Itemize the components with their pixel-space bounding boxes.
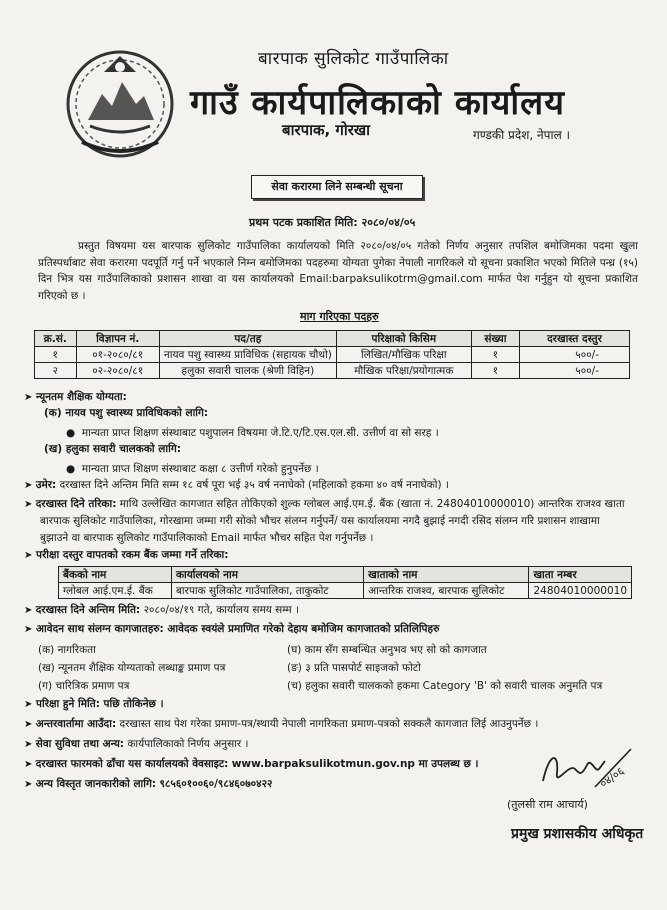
arrow-bullet-icon: ➤ xyxy=(24,739,33,750)
qualification-b-item: मान्यता प्राप्त शिक्षण संस्थाबाट कक्षा ८ उत्तीर्ण गरेको हुनुपर्नेछ । xyxy=(81,463,319,475)
exam-date-section xyxy=(24,697,164,712)
col-account-no: खाता नम्बर xyxy=(529,567,632,583)
office-title: गाउँ कार्यपालिकाको कार्यालय xyxy=(190,83,565,123)
col-fee: दरखास्त दस्तुर xyxy=(520,331,630,347)
cell: ५००/- xyxy=(520,347,630,363)
table-header-row xyxy=(59,567,632,583)
qualification-b-label: (ख) हलुका सवारी चालकको लागि: xyxy=(44,443,181,455)
facility-label: सेवा सुविधा तथा अन्य: xyxy=(35,738,125,750)
cell: १ xyxy=(471,347,519,363)
arrow-bullet-icon: ➤ xyxy=(24,779,33,790)
arrow-bullet-icon: ➤ xyxy=(24,480,33,491)
list-item xyxy=(66,426,439,441)
cell: २ xyxy=(35,363,77,379)
list-item xyxy=(66,462,319,477)
notice-heading: सेवा करारमा लिने सम्बन्धी सूचना xyxy=(251,175,423,199)
apply-label: दरखास्त दिने तरिका: xyxy=(35,498,117,510)
col-exam: परिक्षाको किसिम xyxy=(336,331,471,347)
cell: १ xyxy=(471,363,519,379)
vacancy-table xyxy=(34,330,630,379)
bank-title: परीक्षा दस्तुर वापतको रकम बैंक जम्मा गर्ने तरिका: xyxy=(36,549,229,561)
cell: हलुका सवारी चालक (श्रेणी विहिन) xyxy=(159,363,336,379)
cell: 24804010000010 xyxy=(529,583,632,599)
cell: लिखित/मौखिक परिक्षा xyxy=(336,347,471,363)
publication-date: प्रथम पटक प्रकाशित मिति: २०८०/०४/०५ xyxy=(249,216,416,229)
doc-ga: (ग) चारित्रिक प्रमाण पत्र xyxy=(38,680,130,692)
arrow-bullet-icon: ➤ xyxy=(24,759,33,770)
doc-cha: (च) हलुका सवारी चालकको हकमा Category 'B' को सवारी चालक अनुमति पत्र xyxy=(287,680,603,692)
facility-text: कार्यपालिकाको निर्णय अनुसार । xyxy=(127,738,249,750)
documents-title: आवेदन साथ संलग्न कागजातहरु: आवेदक स्वयंले प्रमाणित गरेको देहाय बमोजिम कागजातको प्रतिलिपिहरु xyxy=(36,623,440,635)
col-sn: क्र.सं. xyxy=(35,331,77,347)
col-bank-name: बैंकको नाम xyxy=(59,567,172,583)
form-section xyxy=(24,757,479,772)
qualification-section xyxy=(24,390,127,405)
signature-date: ०४/०६ xyxy=(597,764,627,791)
arrow-bullet-icon: ➤ xyxy=(24,624,33,635)
form-label: दरखास्त फारमको ढाँचा यस कार्यालयको वेवसाइट: xyxy=(35,758,229,770)
contact-label: अन्य विस्तृत जानकारीको लागि: xyxy=(35,778,157,790)
arrow-bullet-icon: ➤ xyxy=(24,699,33,710)
exam-date-label: परिक्षा हुने मिति: xyxy=(36,698,100,710)
arrow-bullet-icon: ➤ xyxy=(24,550,33,561)
cell: ५००/- xyxy=(520,363,630,379)
doc-nga: (ङ) ३ प्रति पासपोर्ट साइजको फोटो xyxy=(287,662,421,674)
bullet-icon: ● xyxy=(66,427,76,439)
col-count: संख्या xyxy=(471,331,519,347)
age-label: उमेर: xyxy=(35,479,57,491)
bullet-icon: ● xyxy=(66,463,76,475)
deadline-text: २०८०/०४/१९ गते, कार्यालय समय सम्म । xyxy=(143,604,300,616)
vacancy-title: माग गरिएका पदहरु xyxy=(300,310,379,323)
age-section xyxy=(24,478,449,493)
col-office-name: कार्यालयको नाम xyxy=(171,567,363,583)
apply-section xyxy=(24,497,625,512)
signatory-title: प्रमुख प्रशासकीय अधिकृत xyxy=(511,826,644,842)
cell: ०१-२०८०/८१ xyxy=(76,347,159,363)
interview-text: दरखास्त साथ पेश गरेका प्रमाण-पत्र/स्थायी नेपाली नागरिकता प्रमाण-पत्रको सक्कलै कागजात लिई आउनुपर्नेछ । xyxy=(119,718,539,730)
arrow-bullet-icon: ➤ xyxy=(24,499,33,510)
deadline-label: दरखास्त दिने अन्तिम मिति: xyxy=(35,604,141,616)
signatory-name: (तुलसी राम आचार्य) xyxy=(507,798,588,811)
col-account-name: खाताको नाम xyxy=(364,567,529,583)
col-post: पद/तह xyxy=(159,331,336,347)
table-row xyxy=(35,363,630,379)
notice-paragraph: प्रस्तुत विषयमा यस बारपाक सुलिकोट गाउँपालिका कार्यालयको मिति २०८०/०४/०५ गतेको निर्णय अनुसार तपशिल बमोजिमका पदमा खुला प्रतिस्पर्धाबाट सेवा करारमा पदपूर्ति गर्नु पर्ने भएकाले निम्न बमोजिमका पदहरुमा योग्यता पुगेका नेपाली नागरिकले यो सूचना प्रकाशित भएको मितिले पन्ध्र (१५) दिन भित्र यस गाउँपालिकाको प्रशासन शाखा वा यस कार्यालयको Email:barpaksulikotrm@gmail.com मार्फत पेश गर्नुहुन यो सूचना प्रकाशित गरिएको छ । xyxy=(38,240,638,302)
age-text: दरखास्त दिने अन्तिम मिति सम्म १८ वर्ष पूरा भई ३५ वर्ष ननाघेको (महिलाको हकमा ४० वर्ष ननाघेको) । xyxy=(59,479,449,491)
apply-line-1: माथि उल्लेखित कागजात सहित तोकिएको शुल्क ग्लोबल आई.एम.ई. बैंक (खाता नं. 24804010000010) आन्तरिक राजश्व खाता xyxy=(119,498,625,510)
table-row xyxy=(59,583,632,599)
documents-section xyxy=(24,622,439,637)
nepal-emblem-icon xyxy=(60,42,180,162)
municipality-name: बारपाक सुलिकोट गाउँपालिका xyxy=(258,49,449,69)
doc-gha: (घ) काम सँग सम्बन्धित अनुभव भए सो को कागजात xyxy=(287,644,487,656)
signature-icon xyxy=(535,743,635,793)
office-address: बारपाक, गोरखा xyxy=(282,121,371,139)
qualification-a-label: (क) नायव पशु स्वास्थ्य प्राविधिकको लागि: xyxy=(44,407,209,419)
cell: १ xyxy=(35,347,77,363)
apply-line-2: बारपाक सुलिकोट गाउँपालिका, गोरखामा जम्मा गरी सोको भौचर संलग्न गर्नुपर्ने/ यस कार्यालयमा नगदै बुझाई नगदी रसिद संलग्न गरि प्रशासन शाखामा xyxy=(40,515,600,527)
cell: ०२-२०८०/८१ xyxy=(76,363,159,379)
contact-text: ९८५६०१००६०/९८४६०७०४२२ xyxy=(159,778,273,790)
cell: आन्तरिक राजश्व, बारपाक सुलिकोट xyxy=(364,583,529,599)
qualification-a-item: मान्यता प्राप्त शिक्षण संस्थाबाट पशुपालन विषयमा जे.टि.ए/टि.एस.एल.सी. उत्तीर्ण वा सो सरह । xyxy=(81,427,439,439)
interview-label: अन्तरवार्तामा आउँदा: xyxy=(35,718,117,730)
table-header-row xyxy=(35,331,630,347)
bank-section xyxy=(24,548,228,563)
cell: नायव पशु स्वास्थ्य प्राविधिक (सहायक चौथो) xyxy=(159,347,336,363)
exam-date-text: पछि तोकिनेछ । xyxy=(103,698,164,710)
form-text: www.barpaksulikotmun.gov.np मा उपलब्ध छ । xyxy=(231,758,479,770)
arrow-bullet-icon: ➤ xyxy=(24,719,33,730)
interview-section xyxy=(24,717,538,732)
table-row xyxy=(35,347,630,363)
doc-ka: (क) नागरिकता xyxy=(38,644,96,656)
bank-table xyxy=(58,566,632,599)
col-ad-no: विज्ञापन नं. xyxy=(76,331,159,347)
doc-kha: (ख) न्यूनतम शैक्षिक योग्यताको लब्धाङ्क प्रमाण पत्र xyxy=(38,662,226,674)
cell: ग्लोबल आई.एम.ई. बैंक xyxy=(59,583,172,599)
arrow-bullet-icon: ➤ xyxy=(24,605,33,616)
province-name: गण्डकी प्रदेश, नेपाल । xyxy=(473,128,571,142)
cell: बारपाक सुलिकोट गाउँपालिका, ताकुकोट xyxy=(171,583,363,599)
cell: मौखिक परिक्षा/प्रयोगात्मक xyxy=(336,363,471,379)
arrow-bullet-icon: ➤ xyxy=(24,392,33,403)
contact-section xyxy=(24,777,273,792)
facility-section xyxy=(24,737,249,752)
apply-line-3: बुझाउने वा बारपाक सुलिकोट गाउँपालिकाको Email मार्फत भौचर सहित पेश गर्नुपर्नेछ । xyxy=(40,532,374,544)
qualification-title: न्यूनतम शैक्षिक योग्यता: xyxy=(36,391,127,403)
deadline-section xyxy=(24,603,299,618)
